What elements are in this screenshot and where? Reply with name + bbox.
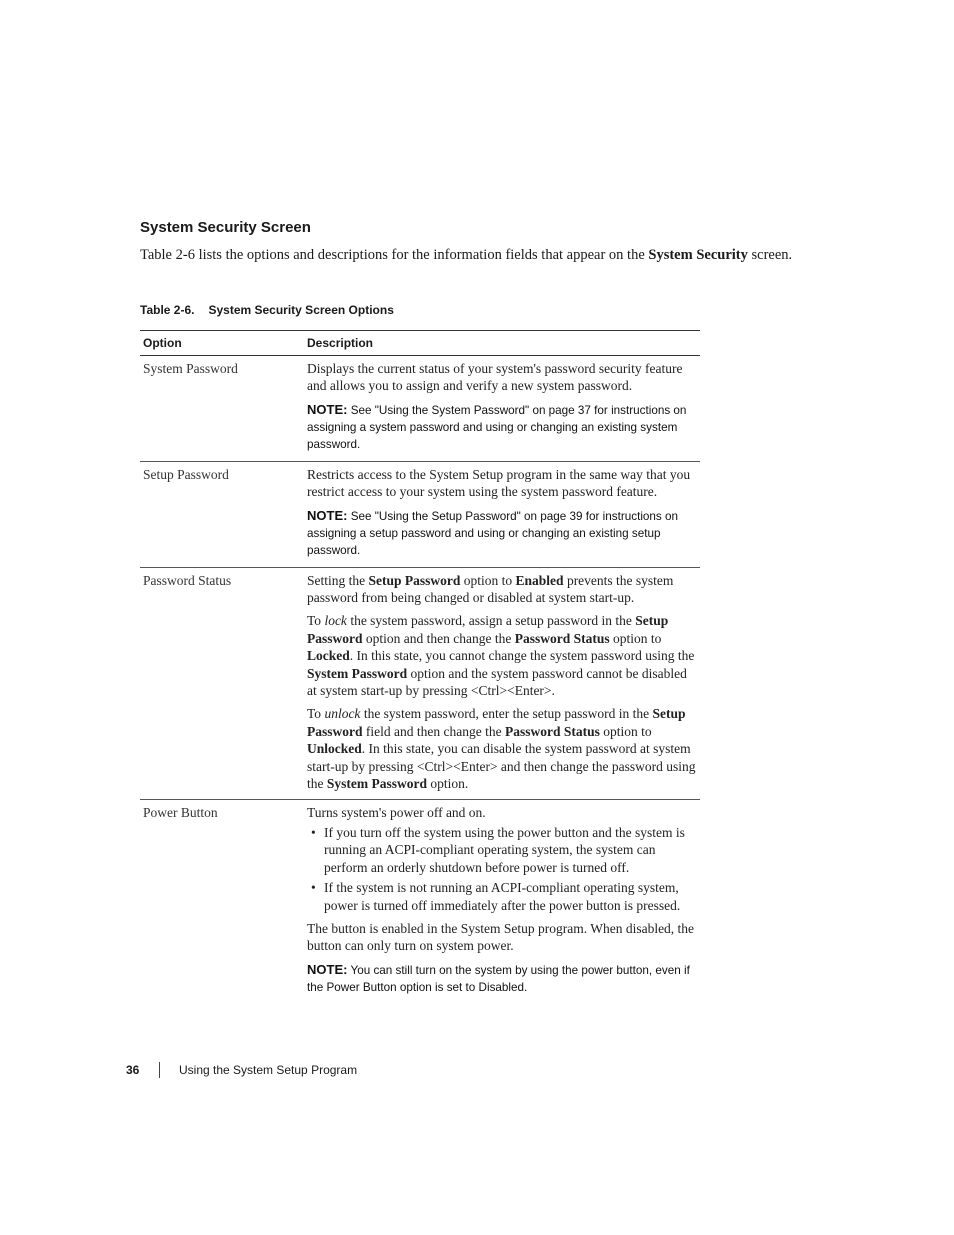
- option-cell: Setup Password: [143, 466, 229, 482]
- text-run: option to: [609, 630, 662, 646]
- bold-run: Setup Password: [307, 706, 686, 739]
- text-run: option to: [599, 723, 652, 739]
- note-text: option is set to: [396, 980, 479, 994]
- text-run: the system password, assign a setup password in the: [346, 613, 636, 629]
- note-text: See "Using the Setup Password" on page 39 for instructions on assigning a setup password and using or changing an existing setup password.: [307, 509, 679, 557]
- intro-bold: System Security: [648, 247, 748, 263]
- table-row: [140, 568, 700, 800]
- bullet-glyph: •: [311, 824, 316, 840]
- description-text: Restricts access to the System Setup program in the same way that you restrict access to your system using the system password feature.: [307, 466, 691, 500]
- description-cell: [307, 804, 700, 998]
- description-cell: [307, 572, 700, 793]
- bold-run: Locked: [307, 648, 350, 664]
- footer-divider: [159, 1062, 160, 1078]
- text-run: prevents the system password from being changed or disabled at system start-up.: [307, 572, 674, 606]
- options-table: [140, 330, 700, 1004]
- bullet-text: If the system is not running an ACPI-compliant operating system, power is turned off immediately after the power button is pressed.: [324, 880, 681, 913]
- description-text: Turns system's power off and on.: [307, 804, 486, 820]
- text-run: option and the system password cannot be disabled at system start-up by pressing <Ctrl><Enter>.: [307, 665, 687, 699]
- description-text: [307, 612, 698, 699]
- note-text: Power Button: [326, 980, 397, 994]
- table-row: [140, 800, 700, 1004]
- description-text: Displays the current status of your system's password security feature and allows you to assign and verify a new system password.: [307, 361, 683, 394]
- table-number: Table 2-6.: [140, 303, 195, 317]
- bold-run: Setup Password: [307, 613, 669, 646]
- text-run: field and then change the: [362, 723, 505, 739]
- description-text: The button is enabled in the System Setup program. When disabled, the button can only turn on system power.: [307, 920, 695, 954]
- bold-run: Setup Password: [368, 572, 461, 588]
- text-run: To: [307, 706, 325, 722]
- bold-run: Unlocked: [307, 741, 362, 757]
- note-label: NOTE:: [307, 401, 348, 417]
- text-run: To: [307, 613, 325, 629]
- table-row: [140, 356, 700, 462]
- bold-run: Enabled: [515, 572, 564, 588]
- table-row: [140, 462, 700, 568]
- table-title: System Security Screen Options: [208, 303, 394, 317]
- section-heading: System Security Screen: [140, 219, 311, 236]
- note-text: .: [524, 980, 528, 994]
- bullet-glyph: •: [311, 880, 316, 896]
- bold-run: Password Status: [514, 630, 610, 646]
- option-cell: System Password: [143, 361, 238, 376]
- note: [307, 961, 698, 996]
- bold-run: System Password: [307, 665, 408, 681]
- text-run: Setting the: [307, 572, 369, 588]
- text-run: option to: [460, 572, 516, 588]
- note: [307, 401, 698, 453]
- italic-run: lock: [324, 613, 347, 629]
- text-run: . In this state, you cannot change the system password using the: [349, 648, 695, 664]
- note-text: You can still turn on the system by using the power button, even if the: [307, 963, 690, 994]
- header-description: Description: [307, 336, 374, 350]
- intro-text-end: screen.: [747, 247, 793, 263]
- text-run: option.: [427, 776, 469, 792]
- list-item: [307, 824, 698, 876]
- table-caption: [140, 303, 394, 317]
- description-cell: [307, 360, 700, 455]
- bold-run: Password Status: [504, 723, 600, 739]
- text-run: the system password, enter the setup password in the: [360, 706, 653, 722]
- note-text: Disabled: [478, 980, 525, 994]
- intro-text: Table 2-6 lists the options and descriptions for the information fields that appear on the: [140, 247, 649, 263]
- bullet-list: [307, 824, 698, 914]
- option-cell: Password Status: [143, 572, 232, 588]
- table-header: [140, 331, 700, 356]
- description-text: [307, 705, 698, 792]
- description-cell: [307, 466, 700, 561]
- bullet-text: If you turn off the system using the power button and the system is running an ACPI-compliant operating system, the system can perform an orderly shutdown before power is turned off.: [324, 824, 685, 875]
- note-label: NOTE:: [307, 961, 348, 977]
- note-label: NOTE:: [307, 507, 348, 523]
- page-number: 36: [126, 1063, 140, 1077]
- intro-paragraph: [140, 246, 800, 265]
- list-item: [307, 879, 698, 914]
- description-text: [307, 572, 698, 607]
- text-run: . In this state, you can disable the system password at system start-up by pressing <Ctrl><Enter> and then change the password using the: [307, 741, 696, 792]
- note: [307, 507, 698, 559]
- bold-run: System Password: [326, 776, 427, 792]
- footer-title: Using the System Setup Program: [179, 1063, 358, 1077]
- italic-run: unlock: [324, 706, 361, 722]
- note-text: See "Using the System Password" on page 37 for instructions on assigning a system password and using or changing an existing system password.: [307, 403, 687, 451]
- option-cell: Power Button: [143, 804, 218, 820]
- header-option: Option: [143, 336, 182, 350]
- text-run: option and then change the: [362, 630, 515, 646]
